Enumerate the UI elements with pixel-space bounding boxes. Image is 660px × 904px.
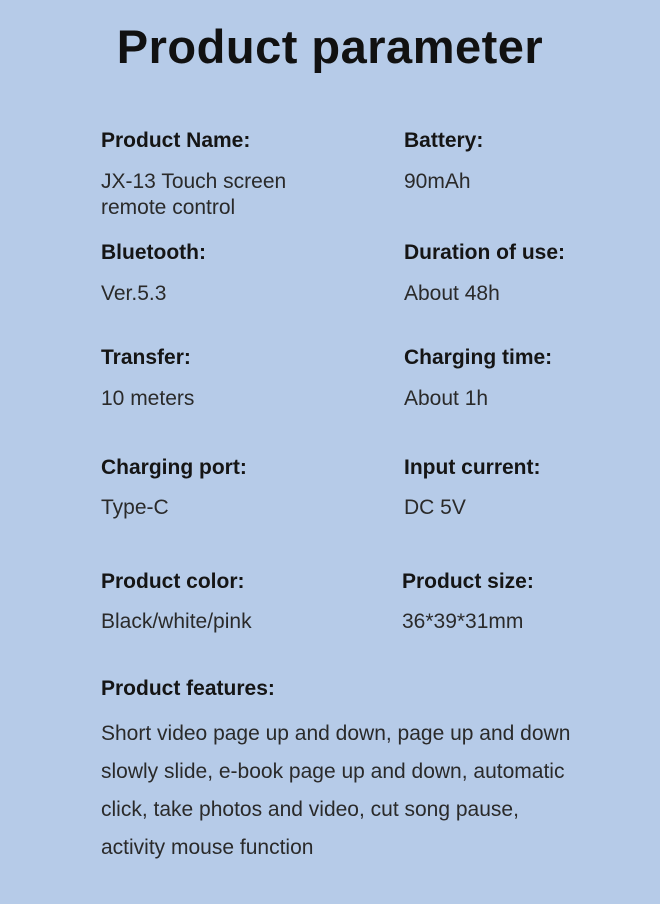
charging-port-value: Type-C — [101, 496, 169, 519]
input-current-value: DC 5V — [404, 496, 466, 519]
product-features-label: Product features: — [101, 677, 275, 700]
battery-label: Battery: — [404, 129, 484, 152]
duration-label: Duration of use: — [404, 241, 565, 264]
charging-time-label: Charging time: — [404, 346, 553, 369]
product-size-label: Product size: — [402, 570, 534, 593]
product-features-text: Short video page up and down, page up and down slowly slide, e-book page up and down, automatic click, take photos and video, cut song pause, activity mouse function — [101, 722, 571, 859]
duration-value: About 48h — [404, 282, 500, 305]
product-color-label: Product color: — [101, 570, 245, 593]
charging-port-label: Charging port: — [101, 456, 247, 479]
product-name-label: Product Name: — [101, 129, 251, 152]
battery-value: 90mAh — [404, 170, 471, 193]
transfer-value: 10 meters — [101, 387, 195, 410]
product-color-value: Black/white/pink — [101, 610, 252, 633]
bluetooth-value: Ver.5.3 — [101, 282, 167, 305]
bluetooth-label: Bluetooth: — [101, 241, 206, 264]
product-size-value: 36*39*31mm — [402, 610, 524, 633]
charging-time-value: About 1h — [404, 387, 489, 410]
input-current-label: Input current: — [404, 456, 541, 479]
page-title: Product parameter — [116, 20, 544, 73]
transfer-label: Transfer: — [101, 346, 191, 369]
product-name-value: JX-13 Touch screen remote control — [101, 170, 287, 219]
